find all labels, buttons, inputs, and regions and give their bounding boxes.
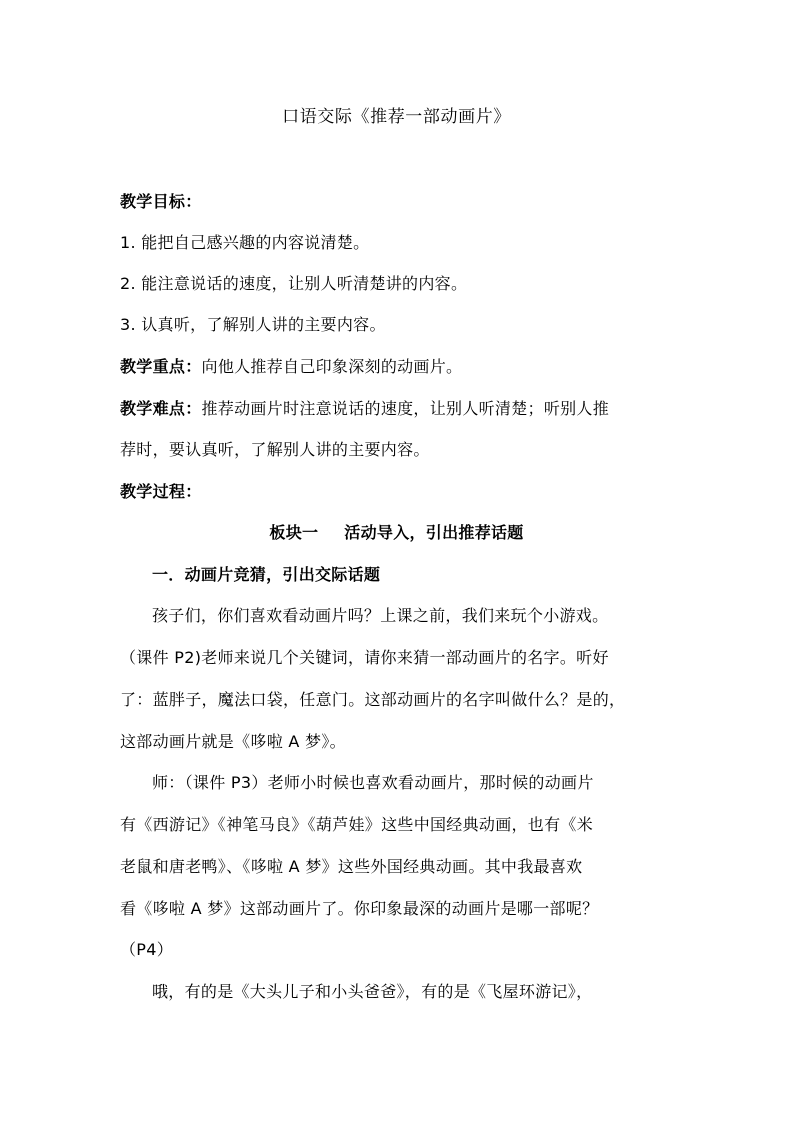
paragraph-2-line-3: 老鼠和唐老鸭》、《哆啦 A 梦》这些外国经典动画。其中我最喜欢 xyxy=(120,857,583,876)
difficulty-text-line2: 荐时，要认真听，了解别人讲的主要内容。 xyxy=(120,440,430,459)
paragraph-1-line-4: 这部动画片就是《哆啦 A 梦》。 xyxy=(120,732,346,751)
objective-item-1: 1. 能把自己感兴趣的内容说清楚。 xyxy=(120,233,370,252)
paragraph-2-line-1: 师：（课件 P3）老师小时候也喜欢看动画片，那时候的动画片 xyxy=(152,773,594,792)
section-heading xyxy=(0,523,793,543)
objective-item-3: 3. 认真听，了解别人讲的主要内容。 xyxy=(120,315,386,334)
paragraph-2-line-5: （P4） xyxy=(120,940,174,959)
section-label: 板块一 xyxy=(269,523,319,542)
difficulty-label: 教学难点： xyxy=(120,399,202,418)
objective-item-2: 2. 能注意说话的速度，让别人听清楚讲的内容。 xyxy=(120,274,468,293)
paragraph-2-line-2: 有《西游记》《神笔马良》《葫芦娃》这些中国经典动画，也有《米 xyxy=(120,815,594,834)
key-point-label: 教学重点： xyxy=(120,357,202,376)
difficulty-text-line1: 推荐动画片时注意说话的速度，让别人听清楚；听别人推 xyxy=(201,399,610,418)
paragraph-1-line-1: 孩子们，你们喜欢看动画片吗？上课之前，我们来玩个小游戏。 xyxy=(152,606,609,625)
subsection-heading: 一．动画片竞猜，引出交际话题 xyxy=(152,565,381,584)
document-title: 口语交际《推荐一部动画片》 xyxy=(282,107,511,127)
paragraph-1-line-2: （课件 P2)老师来说几个关键词，请你来猜一部动画片的名字。听好 xyxy=(120,648,609,667)
section-title: 活动导入，引出推荐话题 xyxy=(344,523,524,542)
paragraph-3-line-1: 哦，有的是《大头儿子和小头爸爸》，有的是《飞屋环游记》， xyxy=(152,982,593,1001)
paragraph-1-line-3: 了：蓝胖子，魔法口袋，任意门。这部动画片的名字叫做什么？是的， xyxy=(120,690,626,709)
process-heading: 教学过程： xyxy=(120,482,202,501)
objectives-heading: 教学目标： xyxy=(120,192,202,211)
difficulty xyxy=(120,399,609,419)
key-point xyxy=(120,357,462,377)
paragraph-2-line-4: 看《哆啦 A 梦》这部动画片了。你印象最深的动画片是哪一部呢？ xyxy=(120,899,599,918)
key-point-text: 向他人推荐自己印象深刻的动画片。 xyxy=(201,357,463,376)
